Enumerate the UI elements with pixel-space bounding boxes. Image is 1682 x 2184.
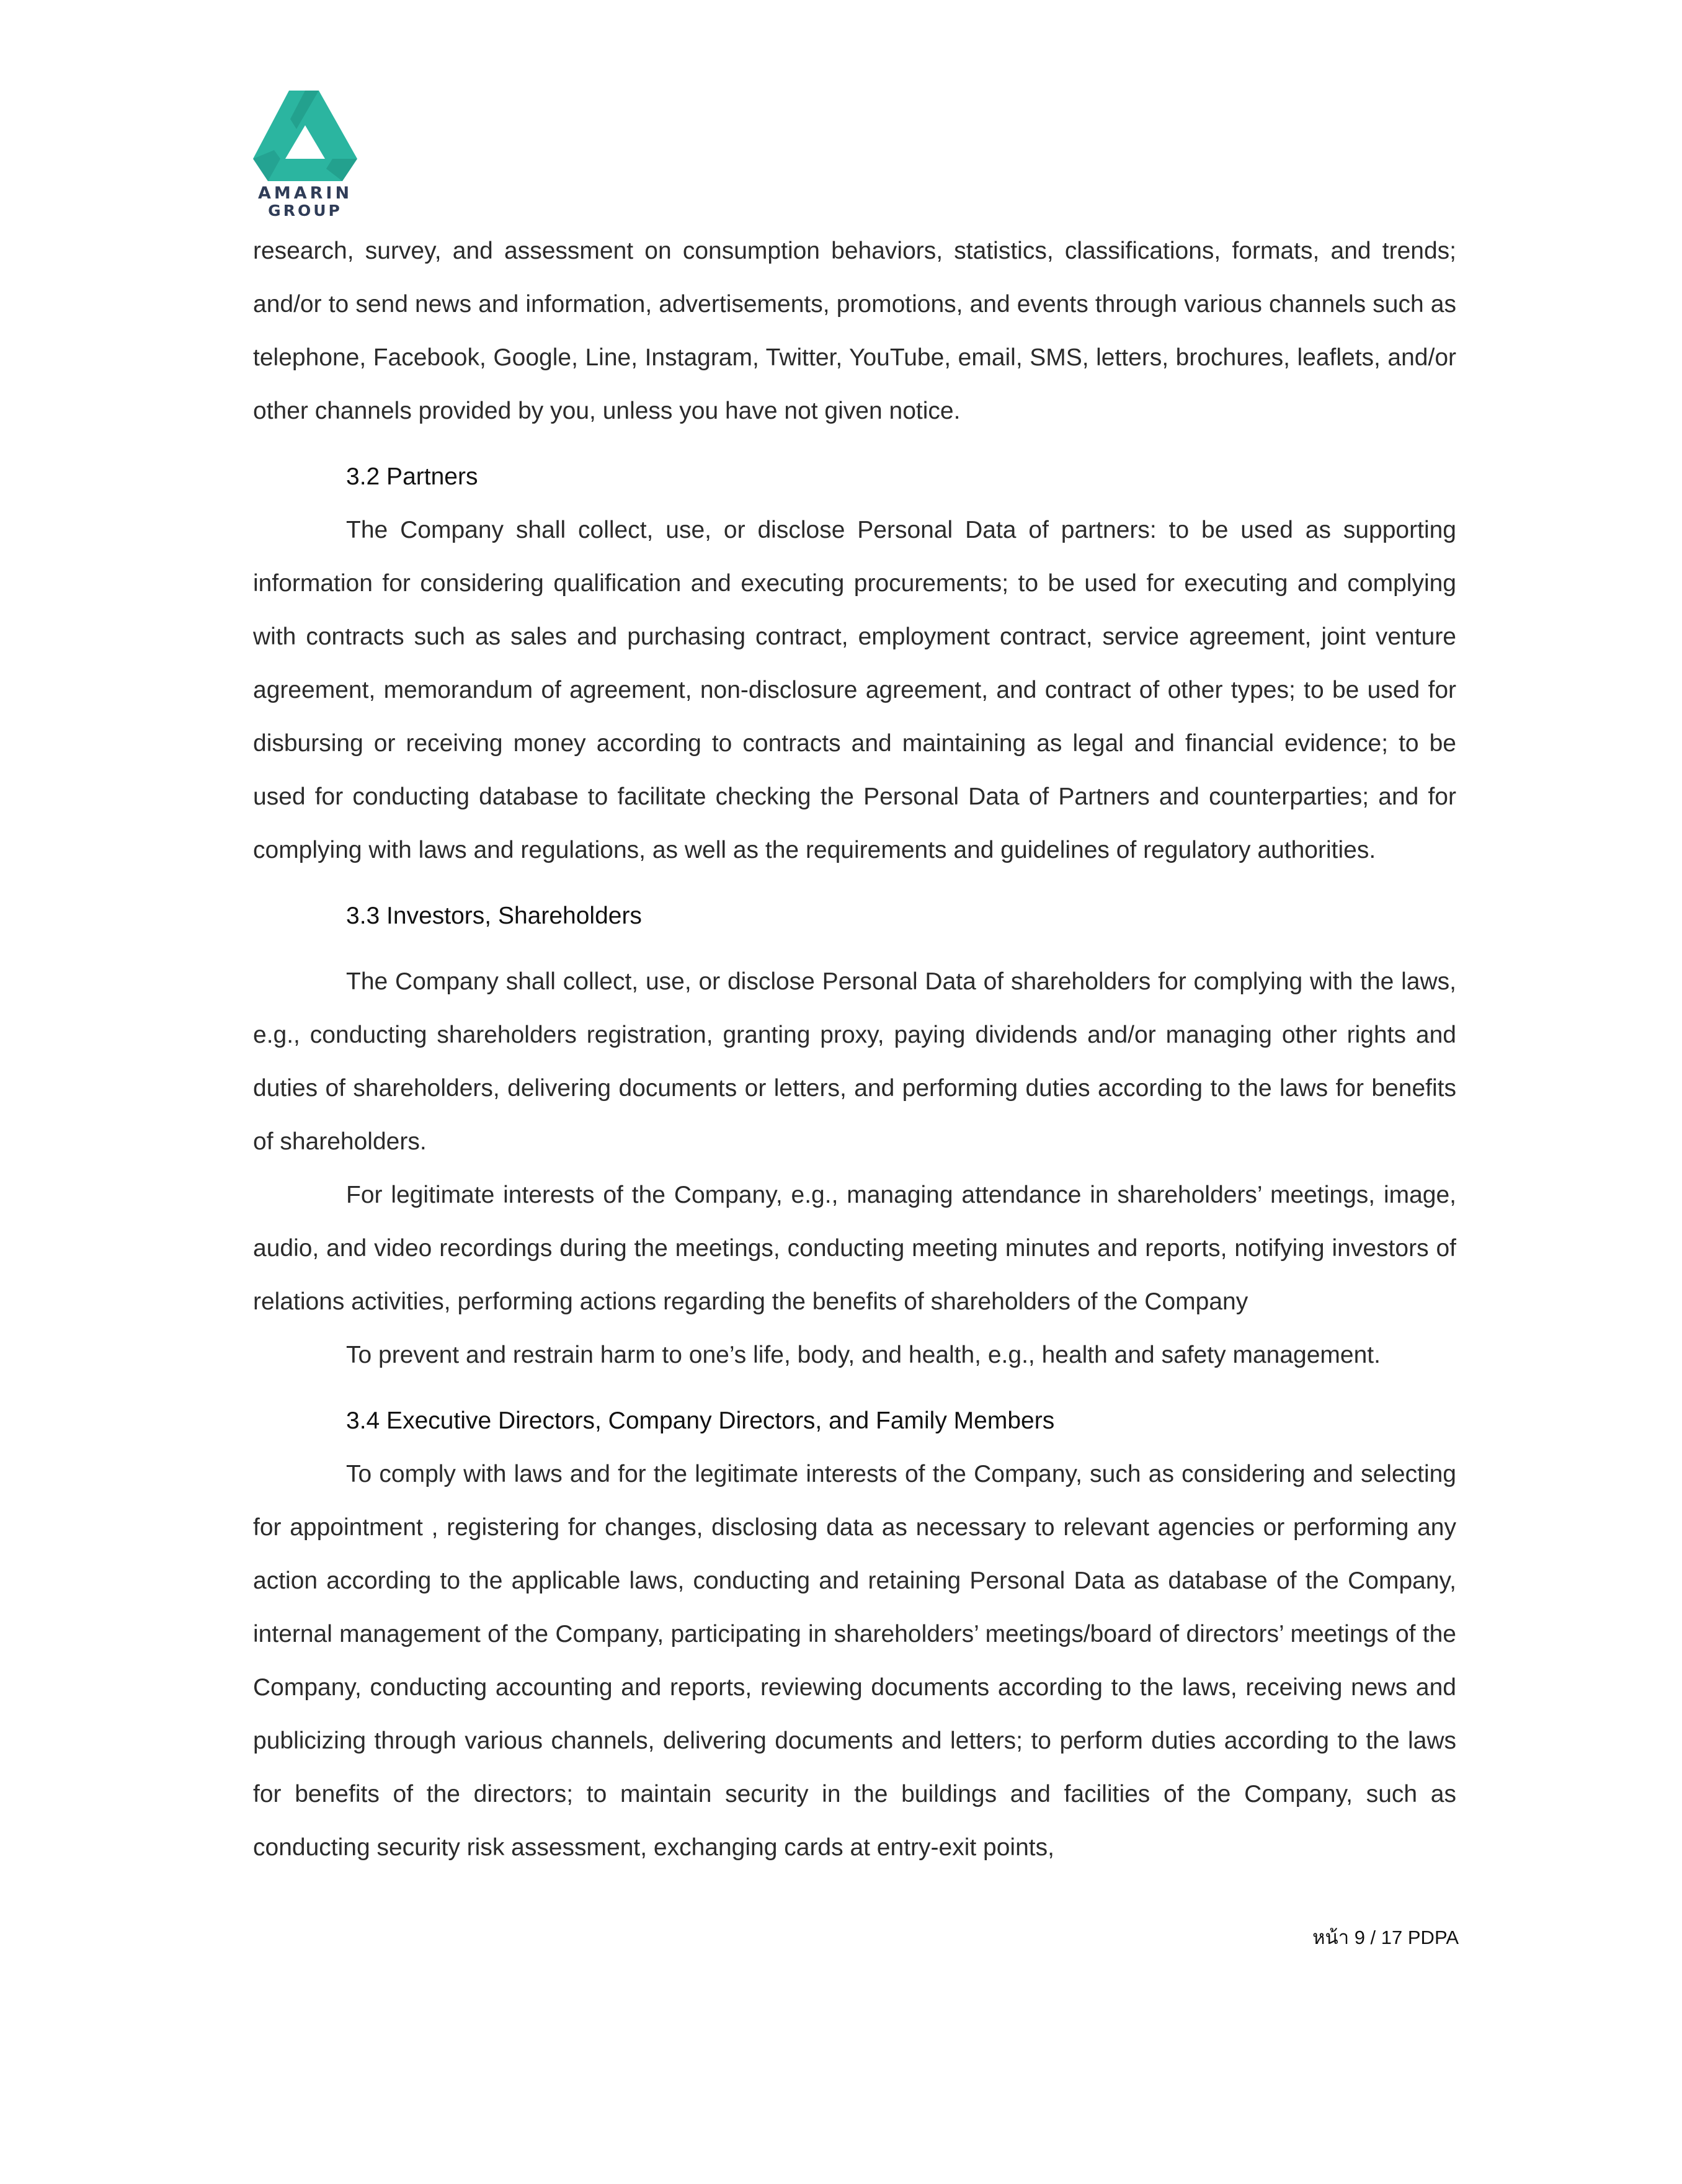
- logo-subtitle: GROUP: [268, 202, 342, 220]
- paragraph-partners: The Company shall collect, use, or disclose Personal Data of partners: to be used as supporting information for considering qualification and executing procurements; to be used for executing and complying with contracts such as sales and purchasing contract, employment contract, service agreement, joint venture agreement, memorandum of agreement, non-disclosure agreement, and contract of other types; to be used for disbursing or receiving money according to contracts and maintaining as legal and financial evidence; to be used for conducting database to facilitate checking the Personal Data of Partners and counterparties; and for complying with laws and regulations, as well as the requirements and guidelines of regulatory authorities.: [253, 517, 1456, 863]
- paragraph-directors: To comply with laws and for the legitimate interests of the Company, such as considering and selecting for appointment , registering for changes, disclosing data as necessary to relevant agencies or performing any action according to the applicable laws, conducting and retaining Personal Data as database of the Company, internal management of the Company, participating in shareholders’ meetings/board of directors’ meetings of the Company, conducting accounting and reports, reviewing documents according to the laws, receiving news and publicizing through various channels, delivering documents and letters; to perform duties according to the laws for benefits of the directors; to maintain security in the buildings and facilities of the Company, such as conducting security risk assessment, exchanging cards at entry-exit points,: [253, 1461, 1456, 1861]
- paragraph-marketing-purposes: research, survey, and assessment on consumption behaviors, statistics, classifications, formats, and trends; and/or to send news and information, advertisements, promotions, and events through various channels such as telephone, Facebook, Google, Line, Instagram, Twitter, YouTube, email, SMS, letters, brochures, leaflets, and/or other channels provided by you, unless you have not given notice.: [253, 238, 1456, 424]
- paragraph-shareholders-laws: The Company shall collect, use, or disclose Personal Data of shareholders for complying with the laws, e.g., conducting shareholders registration, granting proxy, paying dividends and/or managing other rights and duties of shareholders, delivering documents or letters, and performing duties according to the laws for benefits of shareholders.: [253, 968, 1456, 1155]
- logo-wordmark: AMARIN: [257, 184, 353, 203]
- paragraph-legitimate-interests: For legitimate interests of the Company, e.g., managing attendance in shareholders’ meetings, image, audio, and video recordings during the meetings, conducting meeting minutes and reports, notifying investors of relations activities, performing actions regarding the benefits of shareholders of the Company: [253, 1182, 1456, 1315]
- page-footer: หน้า 9 / 17 PDPA: [1312, 1927, 1459, 1948]
- section-heading-directors: 3.4 Executive Directors, Company Directors, and Family Members: [346, 1407, 1055, 1434]
- section-heading-partners: 3.2 Partners: [346, 463, 478, 490]
- section-heading-investors: 3.3 Investors, Shareholders: [346, 903, 642, 929]
- document-body: [253, 225, 1456, 1874]
- amarin-triangle-icon: [253, 91, 357, 181]
- company-logo: [253, 91, 357, 218]
- paragraph-health-safety: To prevent and restrain harm to one’s life, body, and health, e.g., health and safety management.: [346, 1342, 1381, 1368]
